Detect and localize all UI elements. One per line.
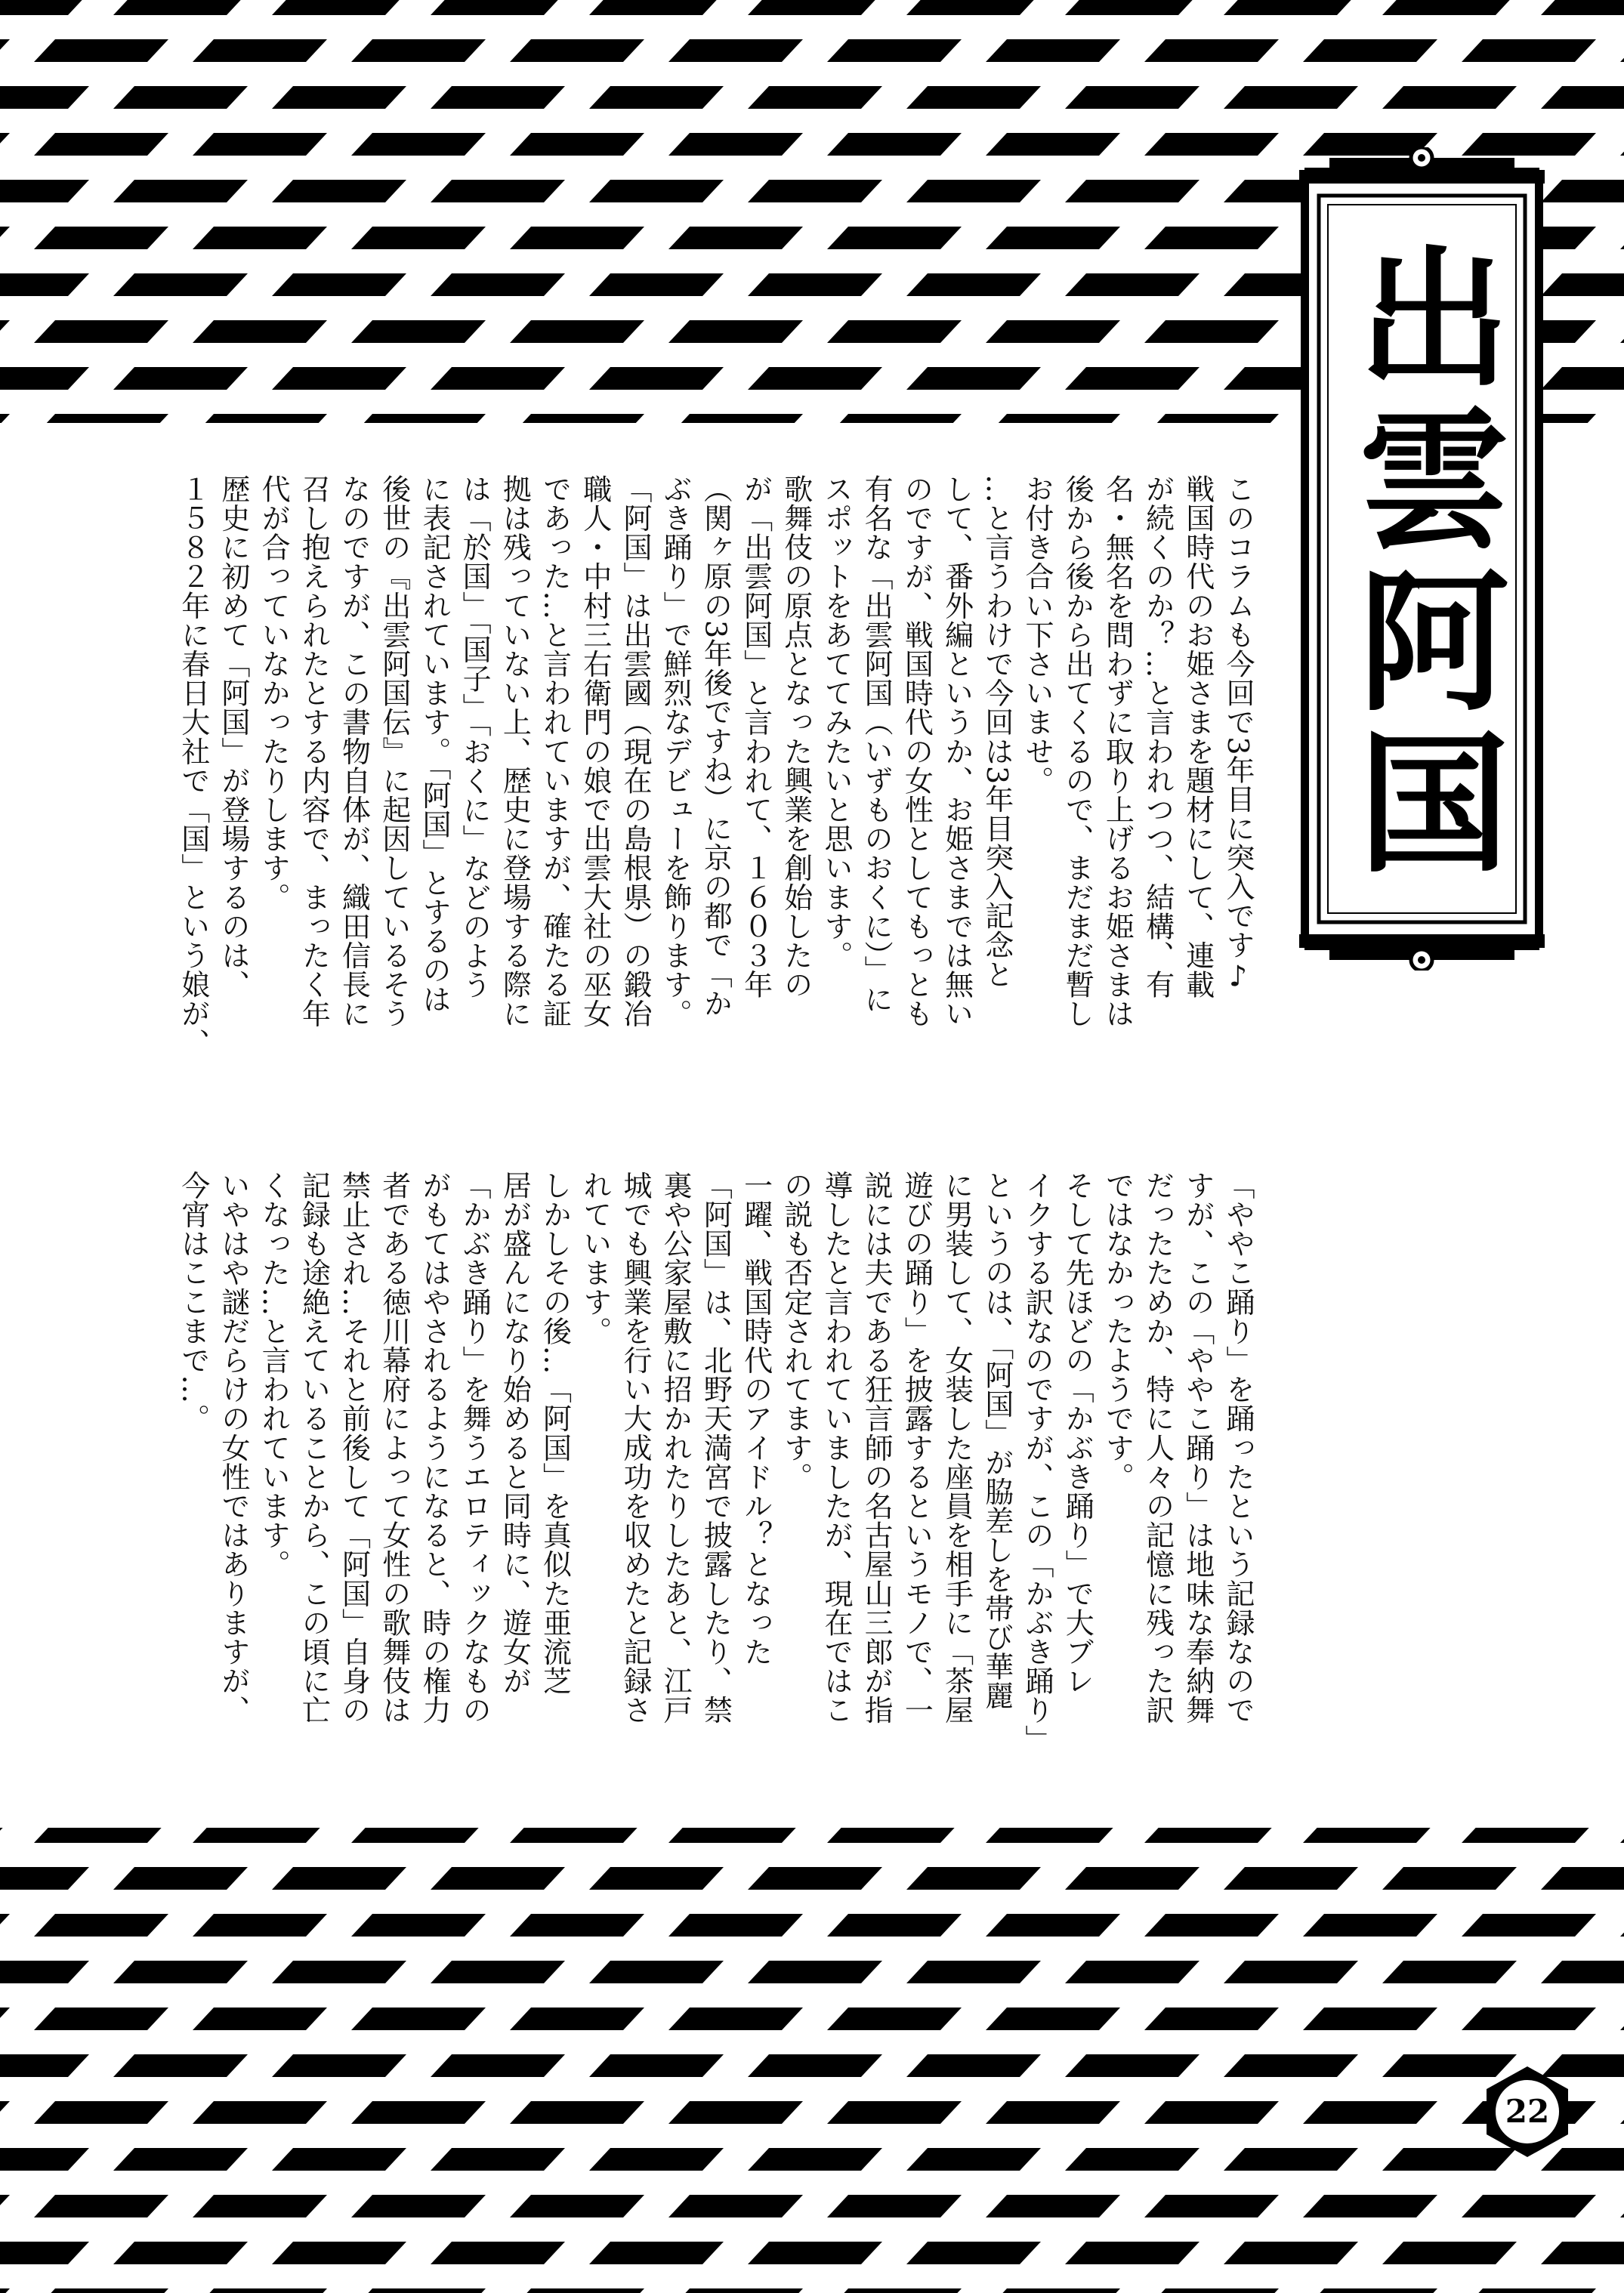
lattice-brick [1382,86,1517,109]
lattice-brick [1144,1828,1279,1843]
lattice-brick [986,2101,1120,2124]
lattice-brick [113,0,248,15]
upper-column-line: なのですが、この書物自体が、織田信長に [337,474,371,1029]
upper-column-line: に表記されています。「阿国」とするのは [417,474,451,1014]
lattice-brick [1303,2195,1437,2217]
lattice-brick [113,180,248,202]
lattice-brick [668,1914,803,1937]
lower-column-line: 記録も途絶えていることから、この頃に亡 [297,1171,331,1725]
lattice-brick [1065,86,1199,109]
lattice-brick [1065,0,1199,15]
lattice-brick [986,2008,1120,2030]
lower-column-line: ではなかったようです。 [1101,1171,1135,1492]
lattice-brick [0,86,89,109]
lower-column-line: 「かぶき踊り」を舞うエロティックなもの [458,1171,492,1725]
lattice-brick [1144,414,1279,423]
bottom-pattern-band [0,1828,1624,2293]
lattice-brick [431,1961,565,1983]
lattice-brick [0,2101,10,2124]
lower-column-line: 今宵はここまで…。 [176,1171,210,1434]
lattice-brick [1620,2288,1624,2293]
page-title: 出雲阿国 [1333,239,1511,886]
lattice-brick [827,39,962,62]
lattice-brick [986,1828,1120,1843]
lattice-brick [431,0,565,15]
lattice-brick [1462,2288,1596,2293]
lattice-brick [34,1828,168,1843]
lattice-brick [589,367,724,390]
lattice-brick [1065,2148,1199,2171]
lattice-brick [1620,133,1624,156]
lattice-brick [193,2195,327,2217]
lattice-brick [827,227,962,249]
lattice-brick [34,133,168,156]
lattice-brick [1144,2288,1279,2293]
upper-column-line: 拠は残っていない上、歴史に登場する際に [498,474,532,1029]
lattice-brick [1303,2008,1437,2030]
lattice-brick [34,227,168,249]
lattice-brick [1620,227,1624,249]
lattice-brick [668,39,803,62]
lattice-brick [431,2148,565,2171]
lower-column-line: だったためか、特に人々の記憶に残った訳 [1141,1171,1175,1725]
lower-column-line: 導したと言われていましたが、現在ではこ [819,1171,853,1725]
lattice-brick [1065,180,1199,202]
lattice-brick [193,2288,327,2293]
lower-column-line: くなった…と言われています。 [257,1171,291,1579]
lattice-brick [0,273,89,296]
lattice-brick [0,414,10,423]
lattice-brick [668,227,803,249]
lattice-brick [510,2195,644,2217]
lower-column-line: れています。 [578,1171,612,1346]
lattice-brick [589,0,724,15]
lattice-brick [34,1914,168,1937]
lattice-brick [0,1961,89,1983]
lattice-brick [1224,86,1358,109]
upper-column-line: 名・無名を問わずに取り上げるお姫さまは [1101,474,1135,1029]
lattice-brick [510,39,644,62]
lattice-brick [1065,2054,1199,2077]
upper-column-line: お付き合い下さいませ。 [1020,474,1054,795]
lattice-brick [589,2148,724,2171]
lattice-brick [748,2054,882,2077]
lattice-brick [1541,180,1624,202]
lattice-brick [113,1961,248,1983]
lattice-brick [1541,367,1624,390]
lattice-brick [510,2288,644,2293]
lower-column-line: の説も否定されてます。 [779,1171,813,1492]
lattice-brick [0,2148,89,2171]
lower-column-line: しかしその後…「阿国」を真似た亜流芝 [538,1171,572,1696]
lattice-brick [351,2008,486,2030]
lower-column-line: いやはや謎だらけの女性ではありますが、 [216,1171,250,1725]
lattice-brick [1224,2054,1358,2077]
lattice-brick [906,273,1041,296]
lattice-brick [906,180,1041,202]
lattice-brick [827,2101,962,2124]
lattice-brick [351,2288,486,2293]
lattice-brick [906,0,1041,15]
upper-column-line: （関ヶ原の3年後ですね）に京の都で「か [699,474,733,1018]
lower-column-line: 禁止され…それと前後して「阿国」自身の [337,1171,371,1725]
lattice-brick [272,367,406,390]
lattice-brick [1065,1961,1199,1983]
lattice-brick [827,1914,962,1937]
lattice-brick [1144,133,1279,156]
upper-column-line: 後から後から出てくるので、まだまだ暫し [1061,474,1095,1029]
lattice-brick [1541,2242,1624,2264]
lattice-brick [1144,227,1279,249]
lattice-brick [1303,2288,1437,2293]
upper-column-line: スポットをあててみたいと思います。 [819,474,853,971]
lattice-brick [986,2288,1120,2293]
lattice-brick [0,1867,89,1890]
lattice-brick [1144,39,1279,62]
lower-column-line: がもてはやされるようになると、時の権力 [417,1171,451,1725]
lattice-brick [510,2101,644,2124]
title-plaque [1299,147,1545,971]
lattice-brick [0,227,10,249]
upper-column-line: 代が合っていなかったりします。 [257,474,291,912]
lattice-brick [272,2148,406,2171]
lattice-brick [0,39,10,62]
lower-column-line: 遊びの踊り」を披露するというモノで、一 [900,1171,934,1725]
lower-column-line: イクする訳なのですが、この「かぶき踊り」 [1020,1171,1054,1754]
lattice-brick [431,86,565,109]
lattice-brick [1224,1961,1358,1983]
lattice-brick [1303,39,1437,62]
lattice-brick [193,414,327,423]
lattice-brick [589,1867,724,1890]
lattice-brick [193,320,327,343]
lattice-brick [193,1828,327,1843]
lattice-brick [1620,39,1624,62]
lattice-brick [1620,320,1624,343]
lattice-brick [510,320,644,343]
lattice-brick [351,227,486,249]
upper-column-line: ぶき踊り」で鮮烈なデビューを飾ります。 [659,474,693,1029]
lattice-brick [1541,0,1624,15]
lattice-brick [906,86,1041,109]
lattice-brick [510,1828,644,1843]
lattice-brick [1620,2195,1624,2217]
lattice-brick [351,1914,486,1937]
lattice-brick [986,2195,1120,2217]
lattice-brick [1224,2148,1358,2171]
upper-column-line: …と言うわけで今回は3年目突入記念と [980,474,1014,989]
lattice-brick [510,1914,644,1937]
lower-column-line: 者である徳川幕府によって女性の歌舞伎は [377,1171,411,1725]
lattice-brick [34,2288,168,2293]
lower-column-line: 城でも興業を行い大成功を収めたと記録さ [618,1171,652,1725]
lattice-brick [0,1828,10,1843]
lattice-brick [1620,1914,1624,1937]
lattice-brick [113,2242,248,2264]
article-body-lower [170,1171,1258,1798]
lattice-brick [986,39,1120,62]
upper-column-line: 歌舞伎の原点となった興業を創始したの [779,474,813,999]
lower-column-line: 居が盛んになり始めると同時に、遊女が [498,1171,532,1696]
lattice-brick [351,2101,486,2124]
lattice-brick [589,273,724,296]
lattice-brick [1224,0,1358,15]
lattice-brick [1224,2242,1358,2264]
lattice-brick [1065,367,1199,390]
lattice-brick [113,273,248,296]
lattice-brick [351,2195,486,2217]
lattice-brick [193,1914,327,1937]
lattice-brick [351,1828,486,1843]
upper-column-line: 後世の『出雲阿国伝』に起因しているそう [377,474,411,1029]
upper-column-line: 「阿国」は出雲國（現在の島根県）の鍛冶 [618,474,652,1029]
lattice-brick [1144,2195,1279,2217]
lattice-brick [827,414,962,423]
lattice-brick [272,180,406,202]
lattice-brick [0,133,10,156]
lattice-brick [34,320,168,343]
lattice-brick [1382,2242,1517,2264]
lattice-brick [748,273,882,296]
lattice-brick [351,133,486,156]
lattice-brick [668,1828,803,1843]
lattice-brick [272,2242,406,2264]
lattice-brick [827,2195,962,2217]
lattice-brick [589,86,724,109]
lower-column-line: 「ややこ踊り」を踊ったという記録なので [1221,1171,1255,1725]
lattice-brick [431,180,565,202]
lattice-brick [1303,2101,1437,2124]
lattice-brick [1462,2195,1596,2217]
lattice-brick [748,180,882,202]
lower-column-line: というのは、「阿国」が脇差しを帯び華麗 [980,1171,1014,1711]
lattice-brick [0,1914,10,1937]
lattice-brick [1382,1867,1517,1890]
lattice-brick [113,2148,248,2171]
upper-column-line: して、番外編というか、お姫さまでは無い [940,474,974,1029]
lattice-brick [193,2008,327,2030]
page-number-badge [1480,2065,1574,2159]
lattice-brick [748,0,882,15]
lattice-brick [906,1867,1041,1890]
lattice-brick [510,227,644,249]
lattice-brick [0,2008,10,2030]
lattice-brick [0,0,89,15]
lattice-brick [272,0,406,15]
lattice-brick [0,320,10,343]
lattice-brick [589,180,724,202]
lower-column-line: そして先ほどの「かぶき踊り」で大ブレ [1061,1171,1095,1696]
lattice-brick [1303,1914,1437,1937]
upper-column-line: が続くのか？…と言われつつ、結構、有 [1141,474,1175,999]
lattice-brick [906,367,1041,390]
lattice-brick [1620,414,1624,423]
lattice-brick [193,227,327,249]
lattice-brick [668,414,803,423]
lattice-brick [1144,2008,1279,2030]
upper-column-line: のですが、戦国時代の女性としてもっとも [900,474,934,1029]
lattice-brick [34,414,168,423]
lattice-brick [510,2008,644,2030]
lattice-brick [1620,2101,1624,2124]
lattice-brick [351,414,486,423]
lattice-brick [272,86,406,109]
lattice-brick [986,1914,1120,1937]
lattice-brick [272,1867,406,1890]
lattice-brick [1620,2008,1624,2030]
lattice-brick [748,2242,882,2264]
lattice-brick [589,2054,724,2077]
lattice-brick [351,39,486,62]
lattice-brick [986,414,1120,423]
lattice-brick [431,1867,565,1890]
lattice-brick [986,133,1120,156]
lattice-brick [748,1867,882,1890]
lattice-brick [668,320,803,343]
lattice-brick [748,2148,882,2171]
lattice-brick [1224,1867,1358,1890]
lattice-brick [34,2008,168,2030]
lattice-brick [193,2101,327,2124]
lattice-brick [748,1961,882,1983]
lower-column-line: 説には夫である狂言師の名古屋山三郎が指 [860,1171,894,1725]
lattice-brick [668,2195,803,2217]
upper-column-line: １５８２年に春日大社で「国」という娘が、 [176,474,210,1057]
lattice-brick [0,180,89,202]
lattice-brick [748,367,882,390]
lattice-brick [0,367,89,390]
lattice-brick [1541,1961,1624,1983]
bottom-lattice-pattern [0,1828,1624,2293]
lattice-brick [0,2054,89,2077]
lattice-brick [431,2242,565,2264]
lattice-brick [668,133,803,156]
upper-column-line: であった…と言われていますが、確たる証 [538,474,572,1029]
upper-column-line: このコラムも今回で3年目に突入です♪ [1221,474,1255,993]
lattice-brick [1462,1828,1596,1843]
lattice-brick [272,2054,406,2077]
lattice-brick [431,273,565,296]
lattice-brick [510,133,644,156]
lattice-brick [906,1961,1041,1983]
upper-column-line: が「出雲阿国」と言われて、１６０３年 [739,474,773,999]
article-body-upper [170,474,1258,1116]
upper-column-line: 召し抱えられたとする内容で、まったく年 [297,474,331,1029]
lattice-brick [986,227,1120,249]
lattice-brick [906,2054,1041,2077]
lattice-brick [193,133,327,156]
lattice-brick [748,86,882,109]
lower-column-line: に男装して、女装した座員を相手に「茶屋 [940,1171,974,1725]
lattice-brick [1462,2008,1596,2030]
upper-column-line: 戦国時代のお姫さまを題材にして、連載 [1181,474,1215,999]
lattice-brick [1541,86,1624,109]
lattice-brick [34,2195,168,2217]
lattice-brick [827,2288,962,2293]
lattice-brick [1541,273,1624,296]
upper-column-line: は「於国」「国子」「おくに」などのよう [458,474,492,1000]
page-number: 22 [1505,2093,1550,2130]
upper-column-line: 有名な「出雲阿国（いずものおくに）」に [860,474,894,1014]
lattice-brick [668,2288,803,2293]
lattice-brick [1462,39,1596,62]
lattice-brick [1144,320,1279,343]
lattice-brick [827,320,962,343]
lattice-brick [113,86,248,109]
lattice-brick [668,2101,803,2124]
lattice-brick [1382,1961,1517,1983]
lattice-brick [827,133,962,156]
lower-column-line: すが、この「ややこ踊り」は地味な奉納舞 [1181,1171,1215,1725]
lattice-brick [1065,1867,1199,1890]
lattice-brick [589,2242,724,2264]
lattice-brick [906,2242,1041,2264]
lower-column-line: 一躍、戦国時代のアイドル？となった [739,1171,773,1667]
lattice-brick [1303,1828,1437,1843]
upper-column-line: 歴史に初めて「阿国」が登場するのは、 [216,474,250,999]
lattice-brick [351,320,486,343]
lattice-brick [431,367,565,390]
lattice-brick [0,2288,10,2293]
lattice-brick [827,2008,962,2030]
upper-column-line: 職人・中村三右衛門の娘で出雲大社の巫女 [578,474,612,1029]
lattice-brick [668,2008,803,2030]
lattice-brick [113,1867,248,1890]
lattice-brick [510,414,644,423]
lattice-brick [1620,1828,1624,1843]
lattice-brick [113,2054,248,2077]
lattice-brick [34,2101,168,2124]
lattice-brick [193,39,327,62]
lattice-brick [1382,0,1517,15]
lattice-brick [1065,273,1199,296]
lattice-brick [1065,2242,1199,2264]
lattice-brick [431,2054,565,2077]
lattice-brick [827,1828,962,1843]
lower-column-line: 「阿国」は、北野天満宮で披露したり、禁 [699,1171,733,1725]
lattice-brick [986,320,1120,343]
lattice-brick [589,1961,724,1983]
lattice-brick [906,2148,1041,2171]
lattice-brick [34,39,168,62]
lattice-brick [1144,1914,1279,1937]
lattice-brick [1462,1914,1596,1937]
lattice-brick [1144,2101,1279,2124]
lattice-brick [1541,1867,1624,1890]
lattice-brick [0,2242,89,2264]
lattice-brick [0,2195,10,2217]
lattice-brick [113,367,248,390]
lattice-brick [272,273,406,296]
lattice-brick [272,1961,406,1983]
lower-column-line: 裏や公家屋敷に招かれたりしたあと、江戸 [659,1171,693,1725]
